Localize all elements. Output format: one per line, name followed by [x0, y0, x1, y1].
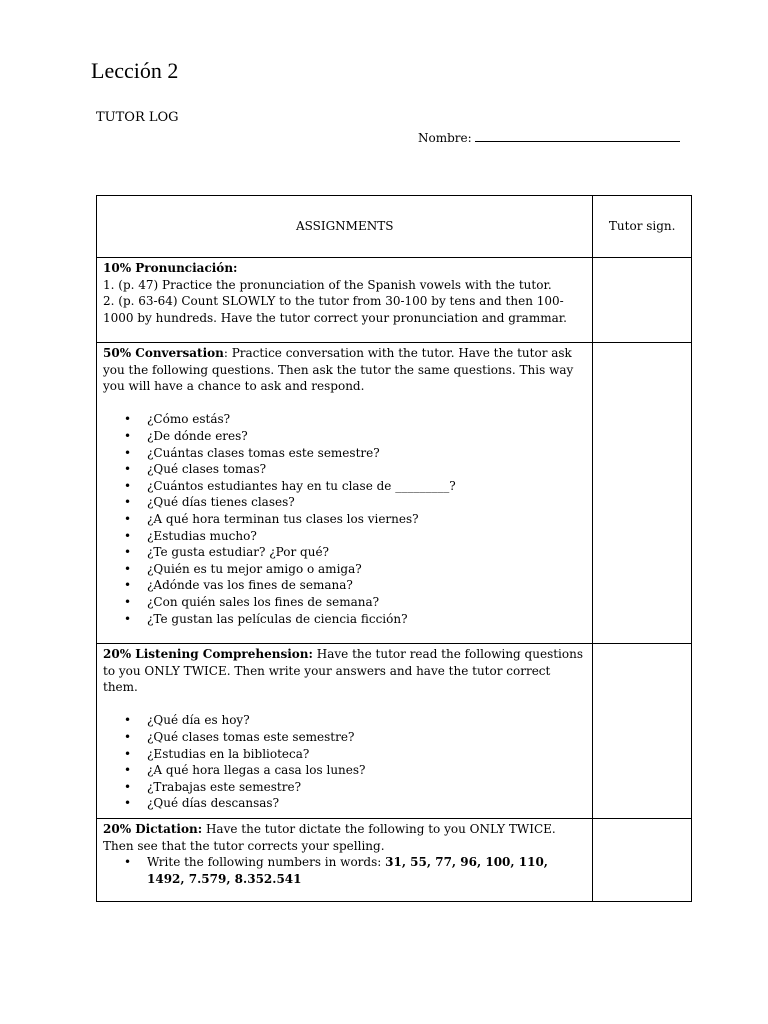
- conversation-question-list: [103, 411, 587, 627]
- list-item: • ¿Te gustan las películas de ciencia ficción?: [147, 611, 587, 628]
- list-item: • ¿Qué clases tomas?: [147, 461, 587, 478]
- dictation-list: [103, 854, 587, 887]
- assignments-header: ASSIGNMENTS: [97, 196, 593, 258]
- dictation-intro: Have the tutor dictate the following to you ONLY TWICE. Then see that the tutor corrects your spelling.: [103, 821, 556, 853]
- list-item: • ¿Cuántas clases tomas este semestre?: [147, 445, 587, 462]
- list-item: • ¿Estudias mucho?: [147, 528, 587, 545]
- list-item: • ¿Cuántos estudiantes hay en tu clase de _________?: [147, 478, 587, 495]
- dictation-cell: [97, 818, 593, 901]
- tutor-log-title: TUTOR LOG: [96, 110, 179, 125]
- tutor-sign-cell[interactable]: [593, 258, 692, 343]
- conversation-cell: [97, 343, 593, 644]
- listening-heading: 20% Listening Comprehension:: [103, 647, 313, 661]
- pronunciation-item-1: 1. (p. 47) Practice the pronunciation of the Spanish vowels with the tutor.: [103, 277, 552, 292]
- listening-intro-block: [103, 646, 587, 696]
- pronunciation-heading: 10% Pronunciación:: [103, 261, 238, 275]
- list-item: • ¿Te gusta estudiar? ¿Por qué?: [147, 544, 587, 561]
- pronunciation-item-2: 2. (p. 63-64) Count SLOWLY to the tutor from 30-100 by tens and then 100-1000 by hundreds. Have the tutor correct your pronunciation and grammar.: [103, 294, 567, 325]
- table-row: [97, 258, 692, 343]
- conversation-intro: : Practice conversation with the tutor. Have the tutor ask you the following questions. Then ask the tutor the same questions. This way you will have a chance to ask and respond.: [103, 346, 574, 394]
- list-item: • ¿A qué hora terminan tus clases los viernes?: [147, 511, 587, 528]
- dictation-bullet-text: Write the following numbers in words:: [147, 855, 386, 870]
- name-field: [418, 131, 680, 145]
- name-label: Nombre:: [418, 131, 472, 145]
- dictation-heading: 20% Dictation:: [103, 821, 203, 836]
- listening-intro: Have the tutor read the following questions to you ONLY TWICE. Then write your answers and have the tutor correct them.: [103, 647, 583, 695]
- pronunciation-cell: [97, 258, 593, 343]
- list-item: • ¿De dónde eres?: [147, 428, 587, 445]
- assignments-table: [96, 195, 692, 902]
- lesson-title: Lección 2: [91, 58, 179, 83]
- listening-question-list: [103, 712, 587, 812]
- list-item: • ¿A qué hora llegas a casa los lunes?: [147, 762, 587, 779]
- tutor-sign-cell[interactable]: [593, 343, 692, 644]
- tutor-sign-header: Tutor sign.: [593, 196, 692, 258]
- list-item: [147, 854, 587, 887]
- tutor-sign-cell[interactable]: [593, 818, 692, 901]
- list-item: • ¿Qué día es hoy?: [147, 712, 587, 729]
- listening-cell: [97, 644, 593, 819]
- list-item: • ¿Qué días tienes clases?: [147, 494, 587, 511]
- conversation-heading: 50% Conversation: [103, 346, 224, 360]
- list-item: • ¿Cómo estás?: [147, 411, 587, 428]
- tutor-sign-cell[interactable]: [593, 644, 692, 819]
- name-blank-line[interactable]: [475, 131, 680, 142]
- list-item: • ¿Trabajas este semestre?: [147, 779, 587, 796]
- table-row: [97, 818, 692, 901]
- dictation-intro-block: [103, 821, 587, 854]
- dictation-numbers: 31, 55, 77, 96, 100, 110, 1492, 7.579, 8.352.541: [147, 855, 548, 886]
- list-item: • ¿Estudias en la biblioteca?: [147, 746, 587, 763]
- list-item: • ¿Adónde vas los fines de semana?: [147, 577, 587, 594]
- table-row: [97, 644, 692, 819]
- list-item: • ¿Con quién sales los fines de semana?: [147, 594, 587, 611]
- list-item: • ¿Qué días descansas?: [147, 795, 587, 812]
- list-item: • ¿Qué clases tomas este semestre?: [147, 729, 587, 746]
- conversation-intro-block: [103, 345, 587, 395]
- table-header-row: [97, 196, 692, 258]
- list-item: • ¿Quién es tu mejor amigo o amiga?: [147, 561, 587, 578]
- table-row: [97, 343, 692, 644]
